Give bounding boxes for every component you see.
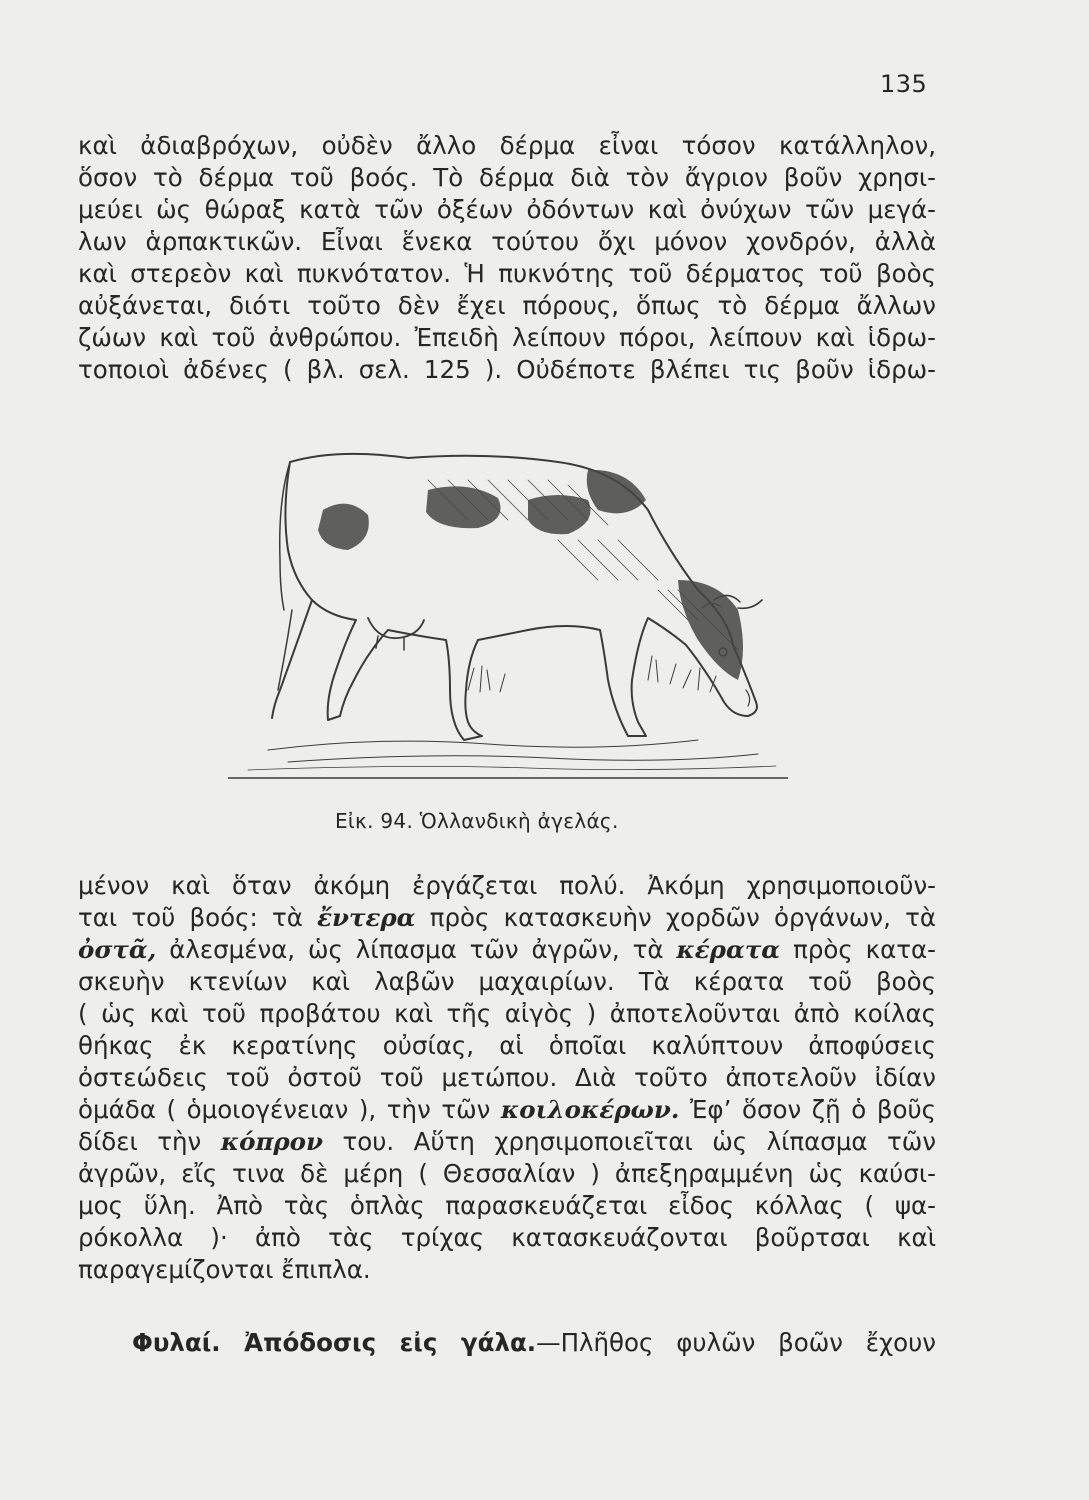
- section-text: —Πλῆθος φυλῶν βοῶν ἔχουν: [536, 1328, 936, 1357]
- text-segment: του. Αὕτη χρησιμοποιεῖται ὡς λίπασμα τῶν: [323, 1127, 937, 1156]
- emphasis-term: κόπρον: [220, 1127, 324, 1156]
- text-line: ζώων καὶ τοῦ ἀνθρώπου. Ἐπειδὴ λείπουν πόροι, λείπουν καὶ ἱδρω-: [78, 323, 936, 352]
- text-line: [78, 1094, 936, 1126]
- text-line: μεύει ὡς θώραξ κατὰ τῶν ὀξέων ὀδόντων καὶ ὀνύχων τῶν μεγά-: [78, 195, 936, 224]
- text-line: καὶ στερεὸν καὶ πυκνότατον. Ἡ πυκνότης τοῦ δέρματος τοῦ βοὸς: [78, 259, 936, 288]
- page-number: 135: [880, 70, 928, 98]
- text-segment: ται τοῦ βοός: τὰ: [78, 903, 318, 932]
- cow-illustration: [228, 440, 788, 805]
- cow-drawing: [228, 440, 788, 805]
- section-heading: Φυλαί. Ἀπόδοσις εἰς γάλα.: [132, 1328, 537, 1357]
- text-line: παραγεμίζονται ἔπιπλα.: [78, 1255, 371, 1284]
- emphasis-term: κέρατα: [676, 935, 781, 964]
- text-line: ὀστεώδεις τοῦ ὀστοῦ τοῦ μετώπου. Διὰ τοῦτο ἀποτελοῦν ἰδίαν: [78, 1063, 936, 1092]
- top-paragraph: [78, 130, 936, 386]
- text-line: ἀγρῶν, εἴς τινα δὲ μέρη ( Θεσσαλίαν ) ἀπεξηραμμένη ὡς καύσι-: [78, 1159, 936, 1188]
- text-line: [78, 934, 936, 966]
- text-segment: Ἐφ’ ὅσον ζῇ ὁ βοῦς: [679, 1095, 936, 1124]
- text-line: ὅσον τὸ δέρμα τοῦ βοός. Τὸ δέρμα διὰ τὸν ἄγριον βοῦν χρησι-: [78, 163, 936, 192]
- emphasis-term: ἔντερα: [317, 903, 416, 932]
- emphasis-term: ὀστᾶ,: [78, 935, 157, 964]
- text-line: [78, 902, 936, 934]
- text-segment: πρὸς κατα-: [780, 935, 936, 964]
- text-segment: ὁμάδα ( ὁμοιογένειαν ), τὴν τῶν: [78, 1095, 501, 1124]
- text-segment: πρὸς κατασκευὴν χορδῶν ὀργάνων, τὰ: [415, 903, 936, 932]
- bottom-paragraph: [78, 870, 936, 1286]
- text-line: αὐξάνεται, διότι τοῦτο δὲν ἔχει πόρους, ὅπως τὸ δέρμα ἄλλων: [78, 291, 936, 320]
- text-segment: ἀλεσμένα, ὡς λίπασμα τῶν ἀγρῶν, τὰ: [156, 935, 677, 964]
- section-heading-line: [78, 1327, 936, 1359]
- text-line: σκευὴν κτενίων καὶ λαβῶν μαχαιρίων. Τὰ κέρατα τοῦ βοὸς: [78, 967, 936, 996]
- text-line: τοποιοὶ ἀδένες ( βλ. σελ. 125 ). Οὐδέποτε βλέπει τις βοῦν ἱδρω-: [78, 355, 936, 384]
- text-line: ρόκολλα )· ἀπὸ τὰς τρίχας κατασκευάζονται βοῦρτσαι καὶ: [78, 1223, 936, 1252]
- text-line: ( ὡς καὶ τοῦ προβάτου καὶ τῆς αἰγὸς ) ἀποτελοῦνται ἀπὸ κοίλας: [78, 999, 936, 1028]
- text-line: μένον καὶ ὅταν ἀκόμη ἐργάζεται πολύ. Ἀκόμη χρησιμοποιοῦν-: [78, 871, 936, 900]
- text-line: λων ἁρπακτικῶν. Εἶναι ἕνεκα τούτου ὄχι μόνον χονδρόν, ἀλλὰ: [78, 227, 936, 256]
- text-segment: δίδει τὴν: [78, 1127, 221, 1156]
- emphasis-term: κοιλοκέρων.: [500, 1095, 680, 1124]
- figure-caption: Εἰκ. 94. Ὁλλανδικὴ ἀγελάς.: [335, 809, 619, 833]
- text-line: θήκας ἐκ κερατίνης οὐσίας, αἱ ὁποῖαι καλύπτουν ἀποφύσεις: [78, 1031, 936, 1060]
- text-line: καὶ ἀδιαβρόχων, οὐδὲν ἄλλο δέρμα εἶναι τόσον κατάλληλον,: [78, 131, 936, 160]
- text-line: [78, 1126, 936, 1158]
- text-line: μος ὕλη. Ἀπὸ τὰς ὁπλὰς παρασκευάζεται εἶδος κόλλας ( ψα-: [78, 1191, 936, 1220]
